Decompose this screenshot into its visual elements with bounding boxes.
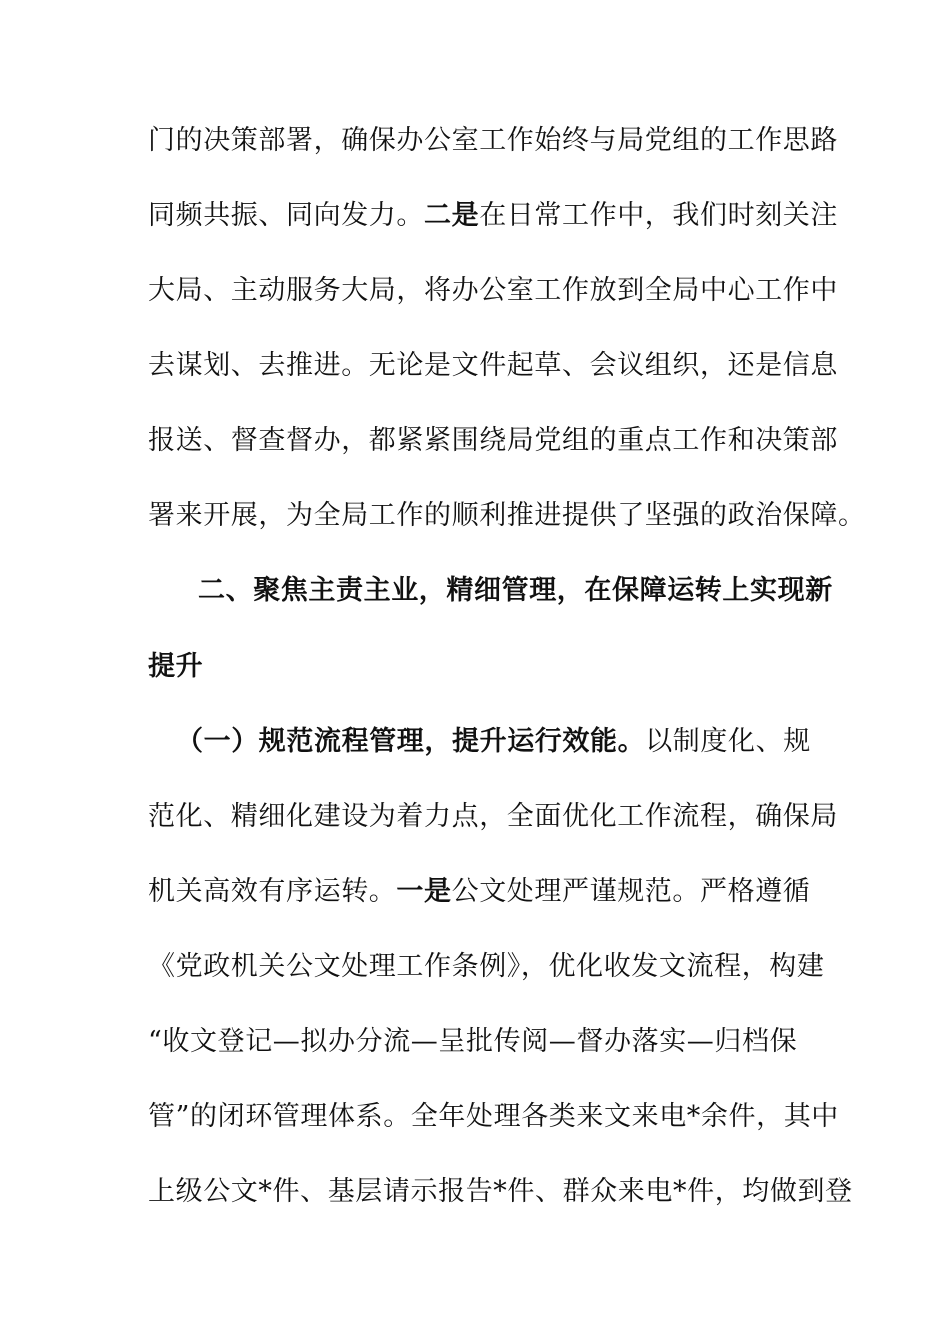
paragraph-line [148,271,838,311]
subsection-line [176,722,811,762]
text-segment: 门的决策部署，确保办公室工作始终与局党组的工作思路 [148,125,838,156]
text-segment: 在日常工作中，我们时刻关注 [479,200,839,231]
heading-text: 提升 [148,651,204,682]
text-segment: 报送、督查督办，都紧紧围绕局党组的重点工作和决策部 [148,425,838,456]
paragraph-line [148,1022,808,1062]
emphasis-segment: 二是 [424,200,480,231]
text-segment: 去谋划、去推进。无论是文件起草、会议组织，还是信息 [148,350,838,381]
text-segment: 署来开展，为全局工作的顺利推进提供了坚强的政治保障。 [148,500,866,531]
paragraph-line [148,797,838,837]
paragraph-line [148,496,866,536]
text-segment: 同频共振、同向发力。 [148,200,424,231]
emphasis-segment: 一是 [396,876,452,907]
subsection-title: （一）规范流程管理，提升运行效能。 [176,726,646,757]
paragraph-line [148,346,838,386]
paragraph-line [148,196,839,236]
text-segment: 公文处理严谨规范。严格遵循 [451,876,811,907]
paragraph-line [148,121,838,161]
paragraph-line [148,421,838,461]
text-segment: 范化、精细化建设为着力点，全面优化工作流程，确保局 [148,801,838,832]
paragraph-line [148,1172,853,1212]
paragraph-line [148,1097,839,1137]
text-segment: “收文登记—拟办分流—呈批传阅—督办落实—归档保 [148,1026,798,1057]
section-heading [198,571,833,611]
text-segment: 《党政机关公文处理工作条例》，优化收发文流程，构建 [148,951,825,982]
paragraph-line [148,872,811,912]
section-heading-continued [148,647,808,687]
text-segment: 上级公文*件、基层请示报告*件、群众来电*件，均做到登 [148,1176,853,1207]
text-segment: 管”的闭环管理体系。全年处理各类来文来电*余件，其中 [148,1101,839,1132]
text-segment: 大局、主动服务大局，将办公室工作放到全局中心工作中 [148,275,838,306]
text-segment: 机关高效有序运转。 [148,876,397,907]
text-segment: 以制度化、规 [645,726,811,757]
heading-text: 二、聚焦主责主业，精细管理，在保障运转上实现新 [198,575,833,606]
paragraph-line [148,947,825,987]
